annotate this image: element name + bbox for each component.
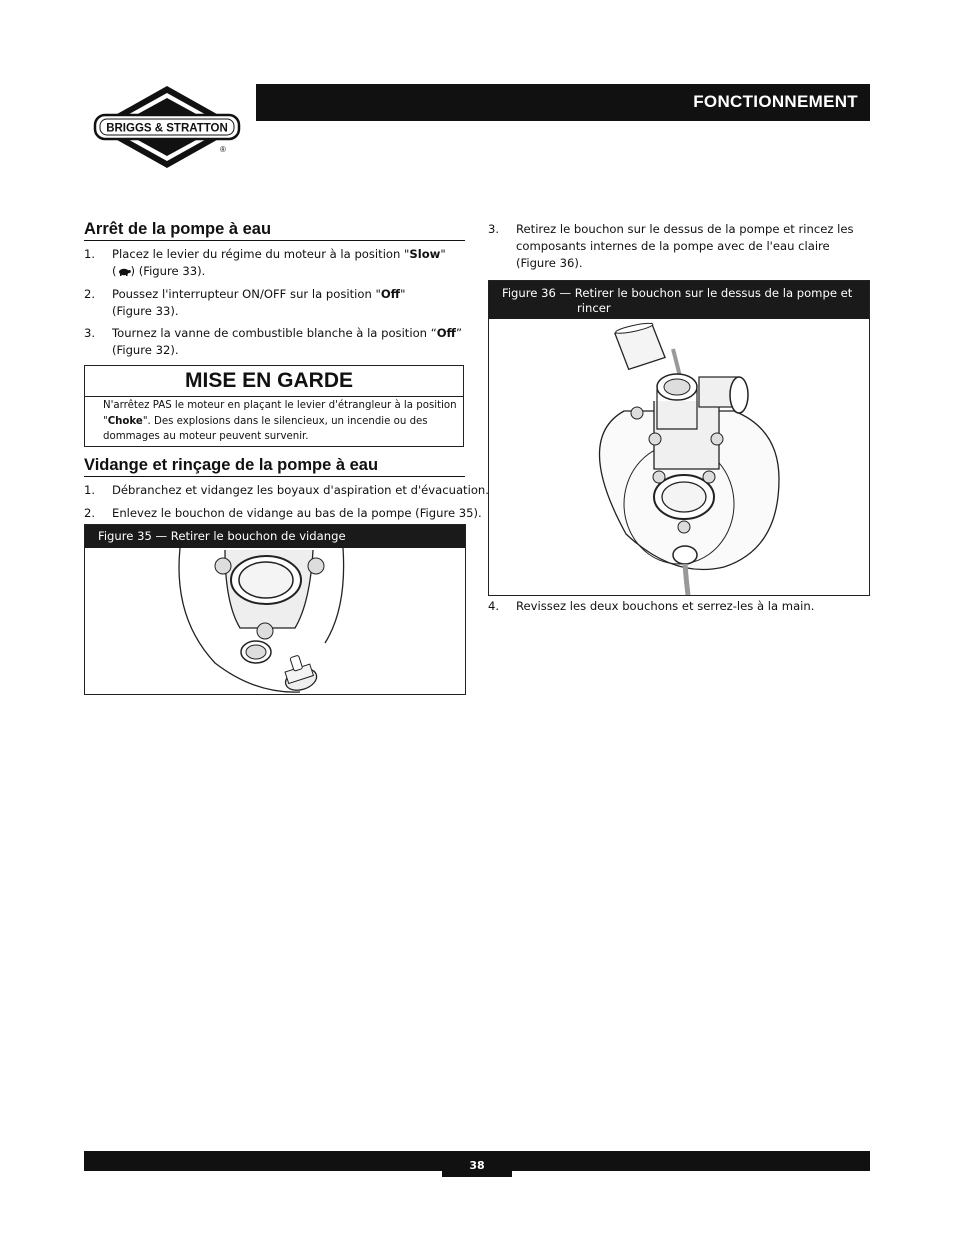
step-number: 3. (84, 326, 96, 340)
pump-drain-illustration (85, 548, 465, 694)
figure-36 (488, 280, 870, 596)
list-item (84, 325, 465, 359)
header-bar (256, 84, 870, 121)
step-text: Tournez la vanne de combustible blanche à la position “Off” (112, 326, 462, 340)
list-item: 2. Enlevez le bouchon de vidange au bas de la pompe (Figure 35). (84, 506, 482, 520)
list-item: 3. Retirez le bouchon sur le dessus de la pompe et rincez les composants internes de la pompe avec de l'eau claire (Figure 36). (488, 222, 854, 270)
warning-text: N'arrêtez PAS le moteur en plaçant le levier d'étrangleur à la position "Choke". Des explosions dans le silencieux, un incendie ou des dommages au moteur peuvent survenir. (103, 400, 457, 442)
step-number: 2. (84, 287, 96, 301)
figure-36-caption: Figure 36 — Retirer le bouchon sur le dessus de la pompe et rincer (489, 281, 869, 319)
list-item (84, 286, 465, 320)
warning-title: MISE EN GARDE (85, 366, 463, 397)
step-text-line2: (Figure 33). (112, 304, 179, 318)
registered-mark: ® (220, 145, 226, 154)
warning-box (84, 365, 464, 447)
section-title-stop: Arrêt de la pompe à eau (84, 220, 465, 241)
list-item: 4. Revissez les deux bouchons et serrez-les à la main. (488, 599, 815, 613)
step-text: Poussez l'interrupteur ON/OFF sur la position "Off" (112, 287, 406, 301)
step-number: 1. (84, 247, 96, 261)
list-item: 1. Débranchez et vidangez les boyaux d'aspiration et d'évacuation. (84, 483, 489, 497)
brand-logo (92, 84, 242, 170)
logo-text: BRIGGS & STRATTON (106, 122, 228, 135)
step-text-line2: ( ) (Figure 33). (112, 264, 206, 278)
section-title-drain: Vidange et rinçage de la pompe à eau (84, 456, 465, 477)
figure-35-caption: Figure 35 — Retirer le bouchon de vidange (85, 525, 465, 548)
pump-rinse-illustration (489, 319, 869, 595)
step-text-line2: (Figure 32). (112, 343, 179, 357)
page-number: 38 (442, 1151, 512, 1177)
turtle-icon (117, 266, 131, 276)
figure-35 (84, 524, 466, 695)
list-item (84, 246, 465, 280)
step-text: Placez le levier du régime du moteur à la position "Slow" (112, 247, 446, 261)
header-title: FONCTIONNEMENT (693, 92, 858, 111)
